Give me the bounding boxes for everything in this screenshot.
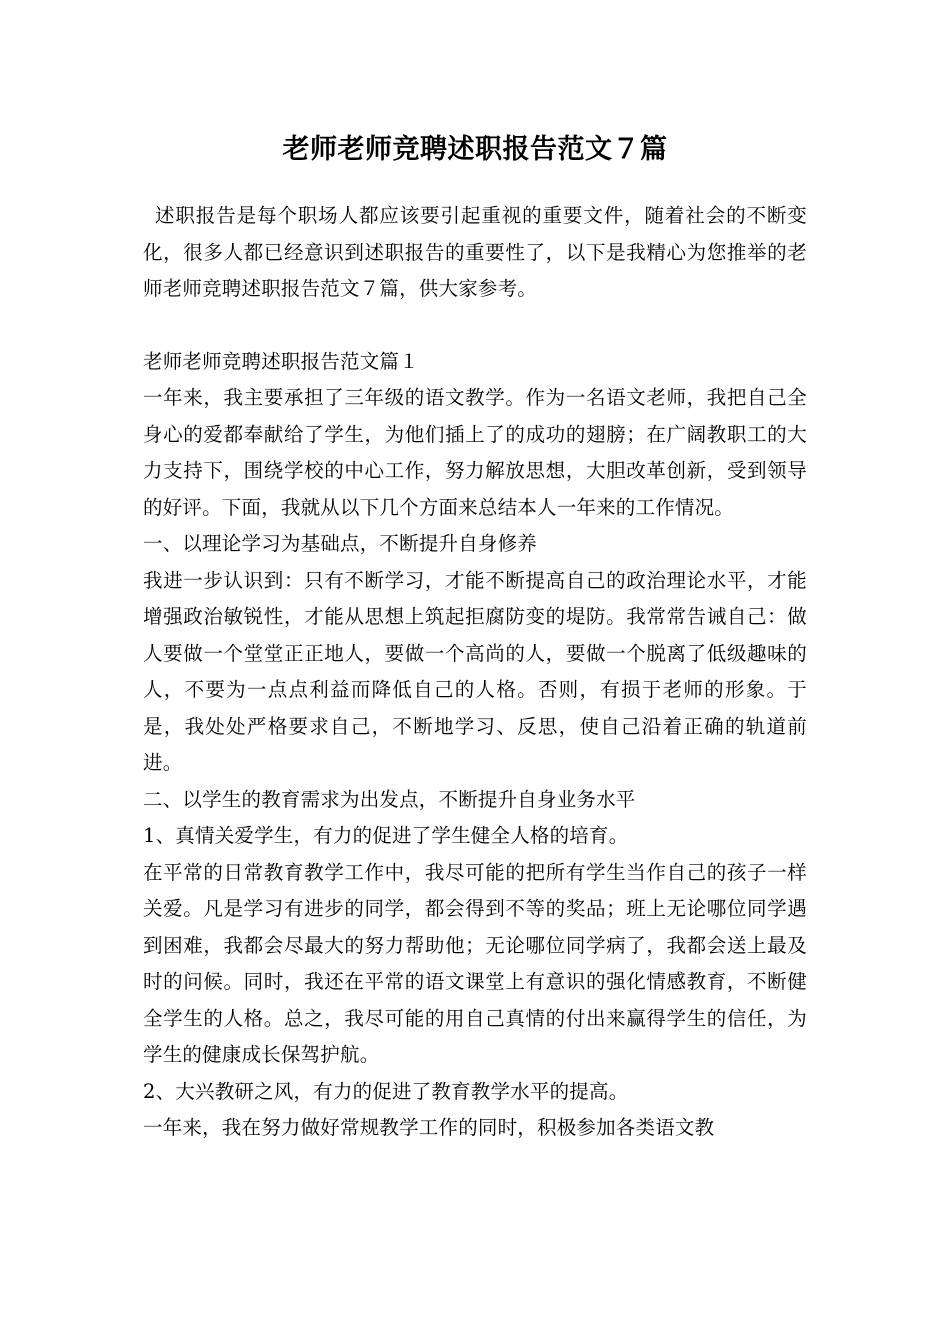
document-title: 老师老师竞聘述职报告范文７篇	[282, 134, 668, 165]
subheading-teaching-research: 2、大兴教研之风，有力的促进了教育教学水平的提高。	[143, 1079, 629, 1103]
subheading-care-students: 1、真情关爱学生，有力的促进了学生健全人格的培育。	[143, 824, 629, 847]
body-paragraph-3: 在平常的日常教育教学工作中，我尽可能的把所有学生当作自己的孩子一样关爱。凡是学习有进步的同学，都会得到不等的奖品；班上无论哪位同学遇到困难，我都会尽最大的努力帮助他；无论哪位同学病了，我都会送上最及时的问候。同时，我还在平常的语文课堂上有意识的强化情感教育，不断健全学生的人格。总之，我尽可能的用自己真情的付出来赢得学生的信任，为学生的健康成长保驾护航。	[143, 860, 807, 1066]
subheading-student-needs: 二、以学生的教育需求为出发点，不断提升自身业务水平	[143, 787, 636, 811]
body-paragraph-1: 一年来，我主要承担了三年级的语文教学。作为一名语文老师，我把自己全身心的爱都奉献给了学生，为他们插上了的成功的翅膀；在广阔教职工的大力支持下，围绕学校的中心工作，努力解放思想，大胆改革创新，受到领导的好评。下面，我就从以下几个方面来总结本人一年来的工作情况。	[143, 386, 807, 519]
subheading-theory-study: 一、以理论学习为基础点，不断提升自身修养	[143, 532, 538, 555]
intro-paragraph: 述职报告是每个职场人都应该要引起重视的重要文件，随着社会的不断变化，很多人都已经意识到述职报告的重要性了，以下是我精心为您推举的老师老师竞聘述职报告范文７篇，供大家参考。	[143, 204, 807, 300]
section-heading-1: 老师老师竞聘述职报告范文篇１	[143, 349, 419, 373]
body-paragraph-4: 一年来，我在努力做好常规教学工作的同时，积极参加各类语文教	[143, 1116, 715, 1139]
body-paragraph-2: 我进一步认识到：只有不断学习，才能不断提高自己的政治理论水平，才能增强政治敏锐性，才能从思想上筑起拒腐防变的堤防。我常常告诫自己：做人要做一个堂堂正正地人，要做一个高尚的人，要做一个脱离了低级趣味的人，不要为一点点利益而降低自己的人格。否则，有损于老师的形象。于是，我处处严格要求自己，不断地学习、反思，使自己沿着正确的轨道前进。	[143, 568, 807, 774]
